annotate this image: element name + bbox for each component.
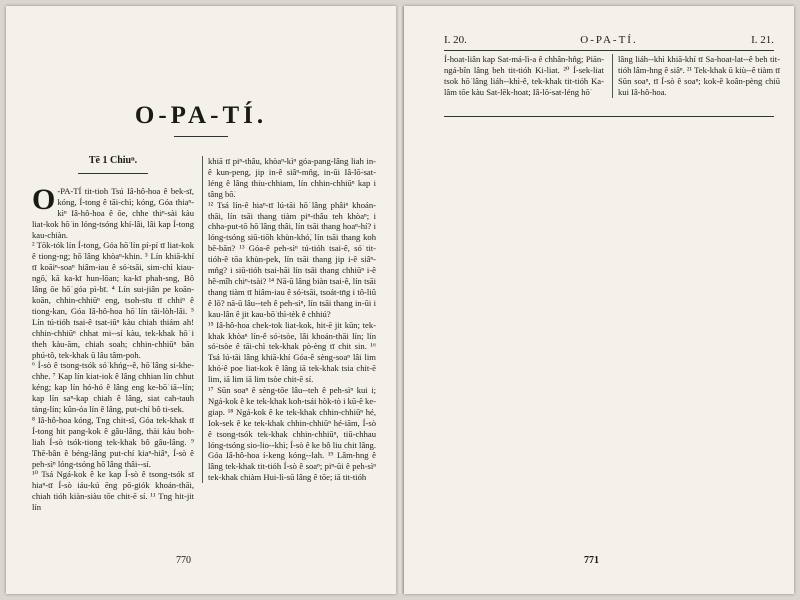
title-rule (174, 136, 228, 137)
paragraph: ¹⁰ Tsá Ngá-kok ê ke kap Í-sò ê tsong-tsók sī hiaⁿ-tī Í-sò iáu-kú ēng pō-giók khoán-thāi, chiah tióh kiàn-siàu tōe chit-ē sí. ¹¹ Tng hit-jit lín (32, 469, 194, 513)
paragraph: Í-hoat-liân kap Sat-má-lì-a ê chhân-hn̂g; Piān-ngá-bîn lâng beh tit-tióh Ki-liat. ²⁰ Í-sek-liat tsok hō͘ lâng liáh--khì-ê, tek-khak tit-tióh Ka-lâm tōe kàu Sat-lēk-hoat; Iâ-lō͘-sat-léng hō͘ (444, 54, 604, 97)
left-page (6, 6, 396, 594)
paragraph: ¹² Tsá lín-ê hiaⁿ-tī lú-tāi hō͘ lâng phâiⁿ khoán-thāi, lín tsāi thang tiàm piⁿ-thâu teh khòaⁿ; i chha-put-tō hō͘ lâng thâi, lín tsāi thang hoaⁿ-hí? i lóng-tsóng siū-tiōh khùn-khó͘, lín tsāi thang koh bē-bān? ¹³ Góa-ê peh-sìⁿ tú-tióh tsai-ê, só͘ tit-tióh-ê tōa khùn-pek, lín tsāi thang jip i-ê siâⁿ-mn̂g? i siū-tióh tsai-hāi lín tsāi thang chhiūⁿ i-ê hê-mîh chiⁿ-tsài? ¹⁴ Nā-ū lâng biàn tsai-ê, lín tsāi thang tiàm tī hiâm-iau ê só͘-tsāi, tsoát-tn̄g i tô-liû ê lō͘? nā-ū lâu--teh ê peh-sìⁿ, lín tsāi thang in-ūi i kau-lân ê jit kau-bō͘ thì-tèk ê chhiú? (208, 199, 376, 319)
book-title: O-PA-TÍ. (134, 102, 268, 129)
book-gutter (396, 6, 404, 594)
header-verse-right: I. 21. (751, 34, 774, 46)
chapter-rule (78, 173, 148, 174)
page-number: 771 (584, 555, 599, 566)
paragraph-text: -PA-TÍ tit-tioh Tsú Iâ-hô-hoa ê bek-sī, kóng, Í-tong ê tāi-chì; kóng, Góa thiaⁿ-kìⁿ Iâ-hô-hoa ê ōe, chhe thiⁿ-sài kàu liat-kok hō͘ in lóng-tsóng khí-lâi, lâi kap Í-tong kau-chiàn. (32, 185, 194, 240)
dropcap: O (32, 182, 56, 216)
page-number: 770 (176, 555, 191, 566)
left-column-2 (202, 156, 376, 483)
right-page (404, 6, 794, 594)
right-column-1 (444, 54, 604, 98)
header-rule (444, 50, 774, 51)
paragraph: ¹⁷ Sūn soaⁿ ê sèng-tōe lâu--teh ê peh-sìⁿ kui i; Ngá-kok ê ke tek-khak koh-tsái hòk-tò i kū-ê ke-giap. ¹⁸ Ngá-kok ê ke tek-khak chhin-chhiūⁿ hé, Iok-sek ê ke tek-khak chhin-chhiūⁿ hé-iām, Í-sò ê tsong-tsók tek-khak chhin-chhiūⁿ, tiū-chhau lóng-tsóng sio-lio--khì; Í-sò ê ke bô liu chit lâng. Góa Iâ-hô-hoa í-keng kóng--lah. ¹⁹ Lâm-hng ê lâng tek-khak tit-tióh Í-sò ê soaⁿ; piⁿ-ūi ê peh-sìⁿ tek-khak chiàm Hui-lì-sū lâng ê tōe; iā tit-tióh (208, 385, 377, 483)
left-column-1 (32, 156, 194, 513)
running-header (444, 34, 774, 50)
paragraph: ⁶ Í-sò ê tsong-tsók só͘ khńg--ê, hō͘ lâng si-khe-chhe. ⁷ Kap lín kiat-iok ê lâng chhian lín chhut kéng; kap lín hó-hó ê lâng eng ke-bō͘ iā--lín; kap lín saⁿ-kap chiah ê lâng, siat cah-tauh tàng-lín; kûn-óa lín ê lâng, put-chí bô ti-sek. (32, 360, 194, 415)
paragraph: ¹⁵ Iâ-hô-hoa chek-tok liat-kok, hit-ē jit kūn; tek-khak khòaⁿ lín-ê só͘-tsòe, lâi khoán-thāi lín; lín só͘-tsòe ê tāi-chì tek-khak pò-èng tī chit sin. ¹⁶ Tsá lú-tāi lâng khiā-khí Góa-ê sèng-soaⁿ lâi lim khó͘-ê poe liat-kok ê lâng iā tek-khak tsia chit-ē lim, iā lim iā lim tsòe chit-ē sí. (208, 319, 376, 385)
paragraph (32, 182, 194, 241)
header-title: O-PA-TÍ. (580, 34, 638, 46)
chapter-heading: Tē 1 Chiuⁿ. (88, 155, 138, 166)
header-verse-left: I. 20. (444, 34, 467, 46)
paragraph: ⁸ Iâ-hô-hoa kóng, Tng chit-sî, Góa tek-khak tī Í-tong hit pang-kok ê gâu-lâng, thài kàu boh-liah Í-sò tsók-tiong tek-khak bô gâu-lâng. ⁹ Thē-bân ê béng-lâng put-chí kiaⁿ-hiâⁿ, Í-sò ê peh-sìⁿ lóng-tsóng hō͘ lâng thâi--sí. (32, 414, 194, 469)
text-end-rule (444, 116, 774, 117)
paragraph: lâng liáh--khì khiā-khí tī Sa-hoat-lat--ê beh tit-tióh lâm-hng ê siâⁿ. ²¹ Tek-khak ū kiù--ê tiàm tī Sūn soaⁿ, tī Í-sò ê soaⁿ; kok-ê koân-pèng chiū kui Iâ-hô-hoa. (618, 54, 780, 97)
right-column-2 (612, 54, 780, 98)
paragraph: ² Tōk-tók lín Í-tong, Góa hō͘ lín pí-pí tī liat-kok ê tiong-ng; hō͘ lâng khòaⁿ-khin. ³ Lín khiā-khí tī koāiⁿ-soaⁿ hiâm-iau ê só͘-tsāi, sim-chì kiau-ngō͘, kā ka-kī hun-lōan; ka-kī phah-sng, Bô lâng ōe hō͘ góa pì-bī. ⁴ Lín sui-jiân pe koān-koān, chhin-chhiūⁿ eng, tsoh-sīu tī chhiⁿ ê tiong-kan, Góa Iâ-hô-hoa hō͘ lín tāi-lòh-lâi. ⁵ Lín tú-tióh tsai-ê tsat-iūⁿ kàu chiah thiám ah! chhin-chhiūⁿ chhat mi--sí kàu, tek-khak hō͘ i theh kàu-ām, chiah soah; chhin-chhiūⁿ bān phú-tô, tek-khak ū lâu tâm-poh. (32, 240, 194, 360)
paragraph: khiā tī piⁿ-thâu, khòaⁿ-kìⁿ góa-pang-lâng liah in-ê kun-peng, jip in-ê siâⁿ-mn̂g, in-ūi Iâ-lō͘-sat-léng ê lâng thiu-chhiam, lín chhin-chhiūⁿ kap i tâng bō͘. (208, 156, 376, 199)
